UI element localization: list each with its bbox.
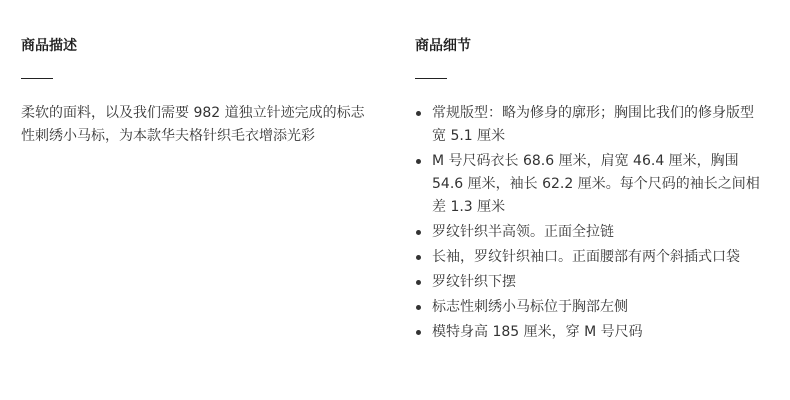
product-description-text: 柔软的面料，以及我们需要 982 道独立针迹完成的标志性刺绣小马标，为本款华夫格针织毛衣增添光彩 xyxy=(21,105,365,144)
detail-item-text: 模特身高 185 厘米，穿 M 号尺码 xyxy=(432,324,643,340)
detail-item xyxy=(415,296,765,319)
detail-item-text: 罗纹针织下摆 xyxy=(432,274,516,290)
bullet-icon xyxy=(416,305,421,310)
bullet-icon xyxy=(416,255,421,260)
detail-item xyxy=(415,246,765,269)
bullet-icon xyxy=(416,159,421,164)
detail-item xyxy=(415,221,765,244)
detail-item-text: 长袖，罗纹针织袖口。正面腰部有两个斜插式口袋 xyxy=(432,249,740,265)
detail-item-text: 标志性刺绣小马标位于胸部左侧 xyxy=(432,299,628,315)
bullet-icon xyxy=(416,280,421,285)
detail-item xyxy=(415,321,765,344)
detail-item-text: 罗纹针织半高领。正面全拉链 xyxy=(432,224,614,240)
title-underline xyxy=(415,78,447,79)
detail-item-text: M 号尺码衣长 68.6 厘米，肩宽 46.4 厘米，胸围 54.6 厘米，袖长 62.2 厘米。每个尺码的袖长之间相差 1.3 厘米 xyxy=(432,153,760,215)
product-details-list xyxy=(415,102,765,346)
detail-item xyxy=(415,150,765,219)
title-underline xyxy=(21,78,53,79)
bullet-icon xyxy=(416,111,421,116)
detail-item-text: 常规版型：略为修身的廓形；胸围比我们的修身版型宽 5.1 厘米 xyxy=(432,105,754,144)
detail-item xyxy=(415,271,765,294)
bullet-icon xyxy=(416,230,421,235)
product-description-title: 商品描述 xyxy=(21,38,77,54)
detail-item xyxy=(415,102,765,148)
product-details-title: 商品细节 xyxy=(415,38,471,54)
bullet-icon xyxy=(416,330,421,335)
